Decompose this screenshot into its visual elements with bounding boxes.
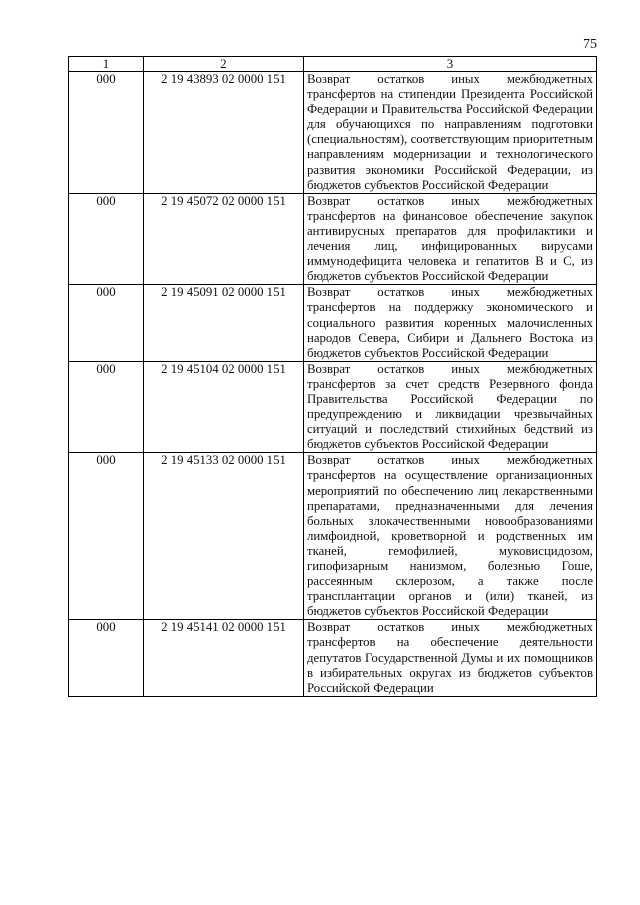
budget-code-cell: 2 19 45141 02 0000 151 [144, 620, 304, 696]
table-row [69, 72, 597, 194]
budget-code-cell: 2 19 43893 02 0000 151 [144, 72, 304, 194]
budget-code-cell: 2 19 45072 02 0000 151 [144, 193, 304, 285]
admin-code-cell: 000 [69, 361, 144, 453]
description-cell: Возврат остатков иных межбюджетных трансфертов на поддержку экономического и социального развития коренных малочисленных народов Севера, Сибири и Дальнего Востока из бюджетов субъектов Российской Федерации [304, 285, 597, 361]
table-row [69, 361, 597, 453]
budget-codes-table [68, 56, 597, 697]
description-cell: Возврат остатков иных межбюджетных трансфертов на стипендии Президента Российской Федерации и Правительства Российской Федерации для обучающихся по направлениям подготовки (специальностям), соответствующим приоритетным направлениям модернизации и технологического развития экономики Российской Федерации, из бюджетов субъектов Российской Федерации [304, 72, 597, 194]
column-number-2: 2 [144, 57, 304, 72]
budget-code-cell: 2 19 45104 02 0000 151 [144, 361, 304, 453]
table-row [69, 453, 597, 620]
column-number-3: 3 [304, 57, 597, 72]
table-row [69, 620, 597, 696]
description-cell: Возврат остатков иных межбюджетных трансфертов на обеспечение деятельности депутатов Государственной Думы и их помощников в избирательных округах из бюджетов субъектов Российской Федерации [304, 620, 597, 696]
table-row [69, 193, 597, 285]
budget-code-cell: 2 19 45091 02 0000 151 [144, 285, 304, 361]
admin-code-cell: 000 [69, 285, 144, 361]
admin-code-cell: 000 [69, 72, 144, 194]
admin-code-cell: 000 [69, 193, 144, 285]
description-cell: Возврат остатков иных межбюджетных трансфертов за счет средств Резервного фонда Правительства Российской Федерации по предупреждению и ликвидации чрезвычайных ситуаций и последствий стихийных бедствий из бюджетов субъектов Российской Федерации [304, 361, 597, 453]
page-number: 75 [583, 37, 597, 52]
admin-code-cell: 000 [69, 453, 144, 620]
column-number-1: 1 [69, 57, 144, 72]
column-number-row [69, 57, 597, 72]
description-cell: Возврат остатков иных межбюджетных трансфертов на финансовое обеспечение закупок антивирусных препаратов для профилактики и лечения лиц, инфицированных вирусами иммунодефицита человека и гепатитов В и С, из бюджетов субъектов Российской Федерации [304, 193, 597, 285]
table-row [69, 285, 597, 361]
admin-code-cell: 000 [69, 620, 144, 696]
description-cell: Возврат остатков иных межбюджетных трансфертов на осуществление организационных мероприятий по обеспечению лиц лекарственными препаратами, предназначенными для лечения больных злокачественными новообразованиями лимфоидной, кроветворной и родственных им тканей, гемофилией, муковисцидозом, гипофизарным нанизмом, болезнью Гоше, рассеянным склерозом, а также после трансплантации органов и (или) тканей, из бюджетов субъектов Российской Федерации [304, 453, 597, 620]
budget-code-cell: 2 19 45133 02 0000 151 [144, 453, 304, 620]
